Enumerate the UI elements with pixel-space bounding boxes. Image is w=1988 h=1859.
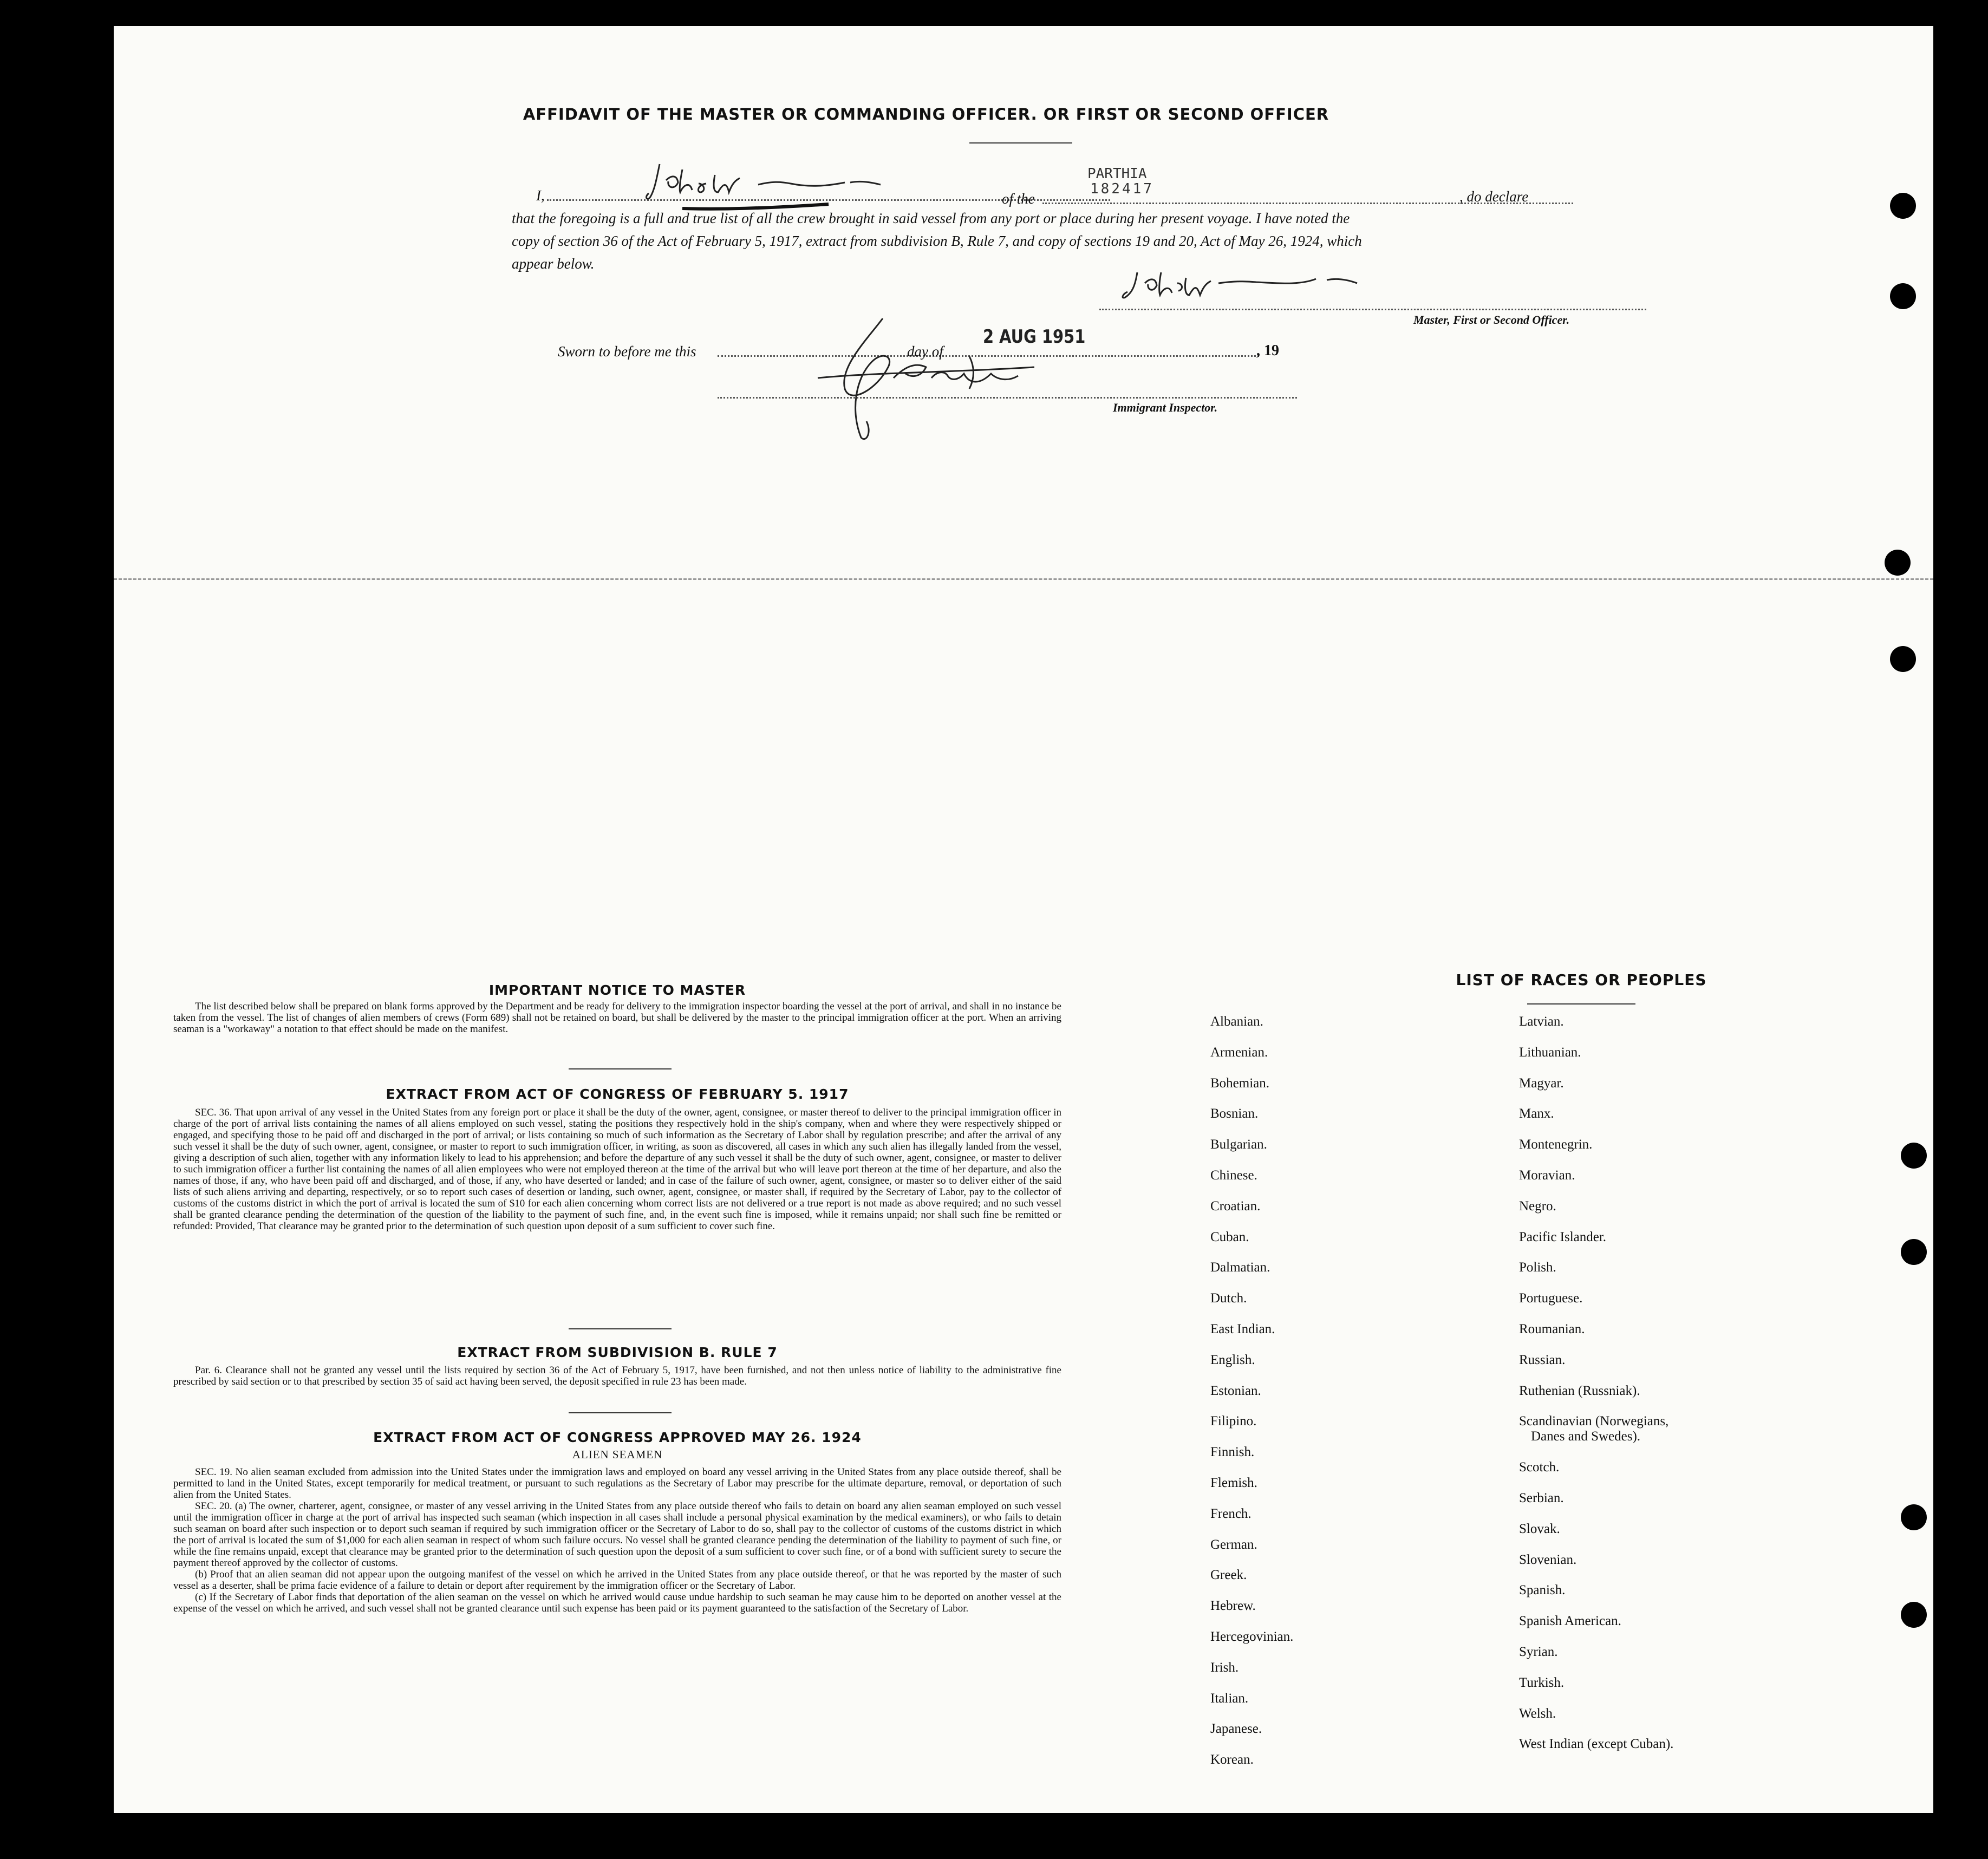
race-item: Polish. [1519,1260,1556,1275]
race-item: Magyar. [1519,1075,1564,1091]
sworn-label: Sworn to before me this [558,343,696,360]
punch-hole [1901,1602,1927,1628]
race-item: West Indian (except Cuban). [1519,1737,1674,1752]
race-item: Serbian. [1519,1491,1564,1505]
title-rule [969,142,1072,143]
sec-20c: (c) If the Secretary of Labor finds that deportation of the alien seaman on the vessel on which he arrived would cause undue hardship to such seaman he may cause him to be deported on another vessel at the expense of the vessel on which he arrived, and such vessel shall not be granted clearance until such expense has been paid or its payment guaranteed to the satisfaction of the Secretary of Labor. [173,1591,1061,1614]
punch-hole [1890,646,1916,672]
notice-title: IMPORTANT NOTICE TO MASTER [488,982,746,998]
notice-rule [569,1068,672,1069]
punch-hole [1890,283,1916,309]
sec-20a: SEC. 20. (a) The owner, charterer, agent, consignee, or master of any vessel arriving in the United States from any place outside thereof who fails to detain on board any alien seaman employed on such vessel until the immigration officer in charge at the port of arrival has inspected such seaman (which inspection in all cases shall include a personal physical examination by the medical examiners), or who fails to detain such seaman on board after such inspection or to deport such seaman if required by such immigration officer or the Secretary of Labor to do so, shall pay to the collector of customs of the customs district in which the port of arrival is located the sum of $1,000 for each alien seaman in respect of whom such failure occurs. No vessel shall be granted clearance pending the determination of the liability to payment of such fine, or while the fine remains unpaid, except that clearance may be granted prior to the determination of such question upon the deposit of a sum sufficient to cover such fine, or of a bond with sufficient surety to secure the payment thereof approved by the collector of customs. [173,1501,1061,1569]
races-rule [1527,1003,1635,1004]
race-item: Filipino. [1210,1414,1257,1429]
do-declare-label: , do declare [1459,188,1529,205]
race-item: Welsh. [1519,1706,1556,1721]
race-item: Hebrew. [1210,1599,1256,1614]
race-item: English. [1210,1352,1255,1367]
race-item: Slovak. [1519,1521,1560,1536]
punch-hole [1901,1239,1927,1265]
race-item: Negro. [1519,1198,1556,1214]
race-item: Lithuanian. [1519,1045,1581,1060]
race-item: Roumanian. [1519,1322,1585,1336]
race-item: Hercegovinian. [1210,1629,1294,1644]
vessel-name: PARTHIA [1087,166,1147,182]
race-item: Irish. [1210,1660,1239,1675]
race-item: Bosnian. [1210,1106,1259,1121]
race-item: Cuban. [1210,1229,1249,1244]
race-item: Danes and Swedes). [1531,1429,1641,1444]
race-item: Ruthenian (Russniak). [1519,1383,1640,1398]
punch-hole [1890,193,1916,219]
race-item: Italian. [1210,1691,1249,1706]
of-the-label: of the [1002,191,1035,207]
race-item: Dutch. [1210,1291,1247,1306]
race-item: Scandinavian (Norwegians, [1519,1414,1669,1429]
race-item: Montenegrin. [1519,1137,1593,1152]
race-item: Scotch. [1519,1460,1560,1475]
race-item: Chinese. [1210,1168,1257,1183]
punch-hole [1901,1504,1927,1530]
sec-19: SEC. 19. No alien seaman excluded from admission into the United States under the immigration laws and employed on board any vessel arriving in the United States from any place outside thereof, shall be permitted to land in the United States, except temporarily for medical treatment, or pursuant to such regulations as the Secretary of Labor may prescribe for the ultimate departure, removal, or deportation of such alien from the United States. [173,1466,1061,1501]
race-item: Armenian. [1210,1045,1268,1060]
notice-body: The list described below shall be prepared on blank forms approved by the Department and be ready for delivery to the immigration inspector boarding the vessel at the port of arrival, and shall in no instance be taken from the vessel. The list of changes of alien members of crews (Form 689) shall not be retained on board, but shall be delivered by the master to the principal immigration officer at the port. When an arriving seaman is a "workaway" a notation to that effect should be made on the manifest. [173,1001,1061,1035]
race-item: East Indian. [1210,1322,1275,1336]
extract-1917-body: SEC. 36. That upon arrival of any vessel in the United States from any foreign port or place it shall be the duty of the owner, agent, consignee, or master thereof to deliver to the principal immigration officer in charge of the port of arrival lists containing the names of all aliens employed on such vessel, stating the positions they respectively hold in the ship's company, when and where they were respectively shipped or engaged, and specifying those to be paid off and discharged in the port of arrival; or lists containing so much of such information as the Secretary of Labor shall by regulation prescribe; and after the arrival of any such vessel it shall be the duty of such owner, agent, consignee, or master to report to such immigration officer, in writing, as soon as discovered, all cases in which any such alien has illegally landed from the vessel, giving a description of such alien, together with any information likely to lead to his apprehension; and before the departure of any such vessel it shall be the duty of such owner, agent, consignee, or master to deliver to such immigration officer a further list containing the names of all alien employees who were not employed thereon at the time of the arrival but who will leave port thereon at the time of her departure, and also the names of those, if any, who have been paid off and discharged, and of those, if any, who have deserted or landed; and in case of the failure of such owner, agent, consignee, or master so to deliver either of the said lists of such aliens arriving and departing, respectively, or so to report such cases of desertion or landing, such owner, agent, consignee, or master shall, if required by the Secretary of Labor, pay to the collector of customs of the customs district in which the port of arrival is located the sum of $10 for each alien concerning whom correct lists are not delivered or a true report is not made as above required; and no such vessel shall be granted clearance pending the determination of the question of the liability to the payment of such fine, and, in the event such fine is imposed, while it remains unpaid; nor shall such fine be remitted or refunded: Provided, That clearance may be granted prior to the determination of such question upon deposit of a sum sufficient to cover such fine. [173,1107,1061,1232]
race-item: Russian. [1519,1352,1566,1367]
fold-line [114,578,1933,580]
race-item: Korean. [1210,1752,1254,1767]
master-signature [1121,262,1435,310]
master-signature-line [1099,309,1646,310]
inspector-caption: Immigrant Inspector. [1113,401,1218,414]
date-stamp: 2 AUG 1951 [983,326,1086,348]
race-item: Slovenian. [1519,1552,1577,1567]
race-item: Syrian. [1519,1645,1558,1659]
master-name-signature [644,159,1013,218]
race-item: Turkish. [1519,1675,1565,1690]
rule7-rule [569,1412,672,1413]
sec-20b: (b) Proof that an alien seaman did not appear upon the outgoing manifest of the vessel on which he arrived in the United States from any place outside thereof, or that he was reported by the master of such vessel as a deserter, shall be prima facie evidence of a failure to detain or deport after requirement by the immigration officer or the Secretary of Labor. [173,1569,1061,1591]
extract-1924-title: EXTRACT FROM ACT OF CONGRESS APPROVED MAY 26. 1924 [373,1430,862,1445]
race-item: Moravian. [1519,1168,1575,1183]
affidavit-line-1: that the foregoing is a full and true list of all the crew brought in said vessel from any port or place during her present voyage. I have noted the [512,210,1350,226]
affidavit-line-3: appear below. [512,256,595,272]
rule7-body: Par. 6. Clearance shall not be granted any vessel until the lists required by section 36 of the Act of February 5, 1917, have been furnished, and not then unless notice of liability to the administrative fine prescribed by said section or to that prescribed by section 35 of said act having been served, the deposit specified in rule 23 has been made. [173,1365,1061,1387]
inspector-signature-line [718,397,1297,399]
extract-1917-rule [569,1328,672,1329]
race-item: Estonian. [1210,1383,1261,1398]
vessel-number: 182417 [1090,181,1154,197]
day-of-label: day of [907,343,943,360]
extract-1924-body [173,1466,1061,1614]
master-caption: Master, First or Second Officer. [1413,313,1570,327]
document-page [114,26,1933,1813]
race-item: Albanian. [1210,1014,1263,1029]
race-item: Greek. [1210,1568,1247,1583]
race-item: Croatian. [1210,1198,1261,1214]
races-title: LIST OF RACES OR PEOPLES [1456,971,1707,989]
race-item: Dalmatian. [1210,1260,1270,1275]
inspector-signature [807,308,1067,448]
punch-hole [1901,1143,1927,1169]
race-item: French. [1210,1506,1252,1521]
punch-hole [1885,550,1911,576]
race-item: Spanish American. [1519,1614,1621,1629]
i-label: I, [536,187,545,204]
race-item: Spanish. [1519,1583,1566,1598]
race-item: Latvian. [1519,1014,1564,1029]
race-item: Manx. [1519,1106,1554,1121]
race-item: Pacific Islander. [1519,1229,1607,1244]
extract-1917-title: EXTRACT FROM ACT OF CONGRESS OF FEBRUARY 5. 1917 [386,1086,849,1102]
race-item: Finnish. [1210,1445,1255,1460]
race-item: German. [1210,1537,1257,1552]
extract-1924-subtitle: ALIEN SEAMEN [572,1448,663,1461]
race-item: Portuguese. [1519,1291,1583,1306]
affidavit-title: AFFIDAVIT OF THE MASTER OR COMMANDING OFFICER. OR FIRST OR SECOND OFFICER [523,105,1329,123]
race-item: Japanese. [1210,1721,1262,1737]
race-item: Bulgarian. [1210,1137,1267,1152]
affidavit-line-2: copy of section 36 of the Act of February 5, 1917, extract from subdivision B, Rule 7, and copy of sections 19 and 20, Act of May 26, 1924, which [512,233,1362,249]
race-item: Bohemian. [1210,1075,1270,1091]
rule7-title: EXTRACT FROM SUBDIVISION B. RULE 7 [457,1345,778,1360]
race-item: Flemish. [1210,1476,1257,1490]
year-prefix: , 19 [1256,342,1279,359]
